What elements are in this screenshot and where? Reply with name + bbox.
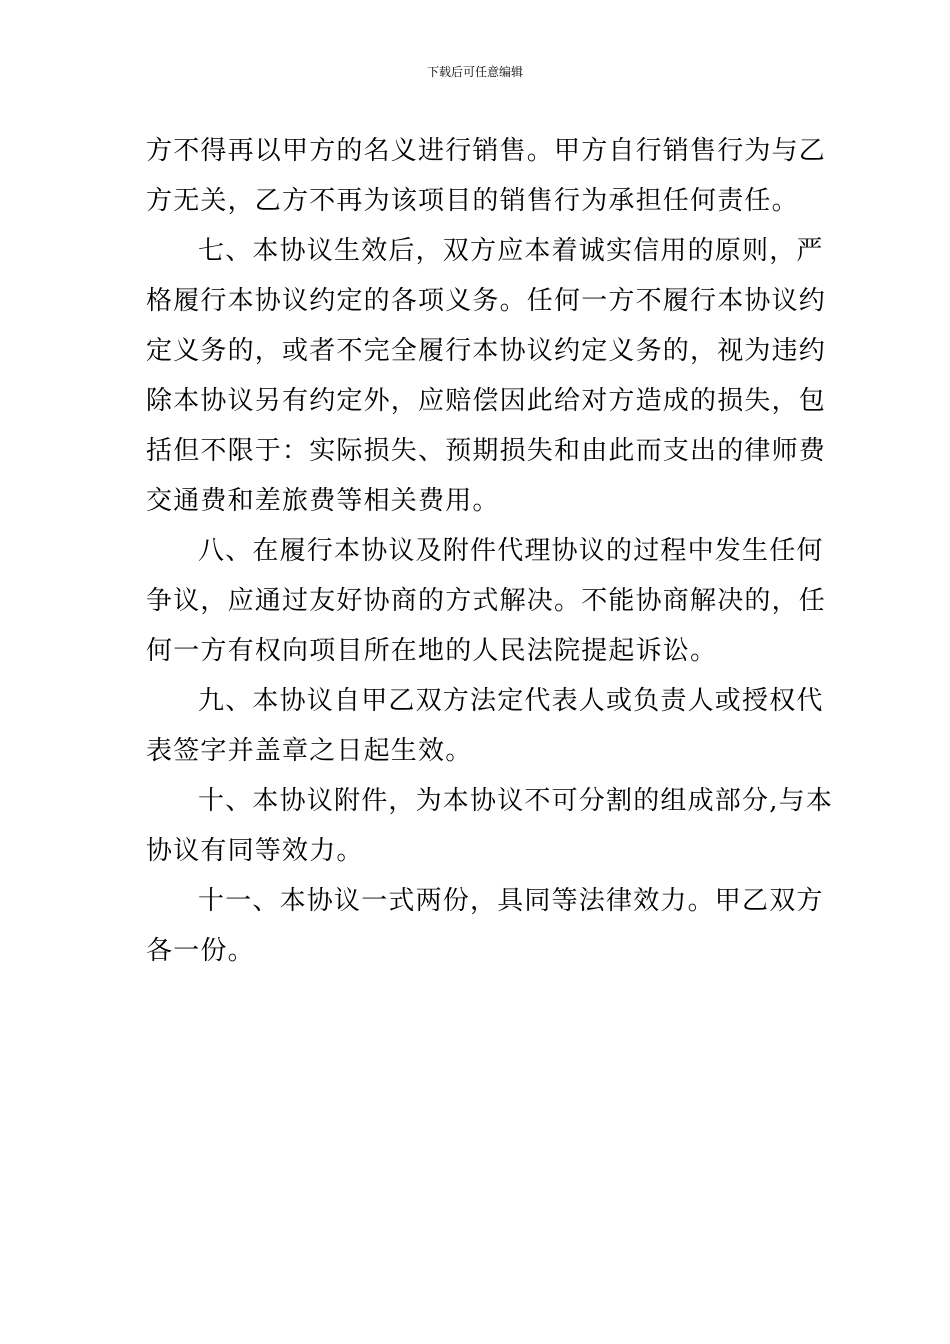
text-line: 方无关，乙方不再为该项目的销售行为承担任何责任。 (146, 186, 799, 216)
text-line: 定义务的，或者不完全履行本协议约定义务的，视为违约 (146, 336, 827, 366)
document-body (146, 126, 834, 976)
paragraph-start-line: 十、本协议附件，为本协议不可分割的组成部分,与本 (198, 786, 834, 816)
text-line: 方不得再以甲方的名义进行销售。甲方自行销售行为与乙 (146, 136, 827, 166)
text-line: 何一方有权向项目所在地的人民法院提起诉讼。 (146, 636, 718, 666)
paragraph-start-line: 八、在履行本协议及附件代理协议的过程中发生任何 (198, 536, 824, 566)
text-line: 除本协议另有约定外，应赔偿因此给对方造成的损失，包 (146, 386, 827, 416)
page-header: 下载后可任意编辑 (426, 65, 523, 79)
text-line: 交通费和差旅费等相关费用。 (146, 486, 500, 516)
text-line: 表签字并盖章之日起生效。 (146, 736, 473, 766)
paragraph-start-line: 七、本协议生效后，双方应本着诚实信用的原则，严 (198, 236, 824, 266)
text-line: 括但不限于：实际损失、预期损失和由此而支出的律师费 (146, 436, 827, 466)
text-line: 各一份。 (146, 936, 255, 966)
text-line: 协议有同等效力。 (146, 836, 364, 866)
paragraph-start-line: 十一、本协议一式两份，具同等法律效力。甲乙双方 (198, 886, 824, 916)
text-line: 格履行本协议约定的各项义务。任何一方不履行本协议约 (146, 286, 827, 316)
text-line: 争议，应通过友好协商的方式解决。不能协商解决的，任 (146, 586, 827, 616)
paragraph-start-line: 九、本协议自甲乙双方法定代表人或负责人或授权代 (198, 686, 824, 716)
